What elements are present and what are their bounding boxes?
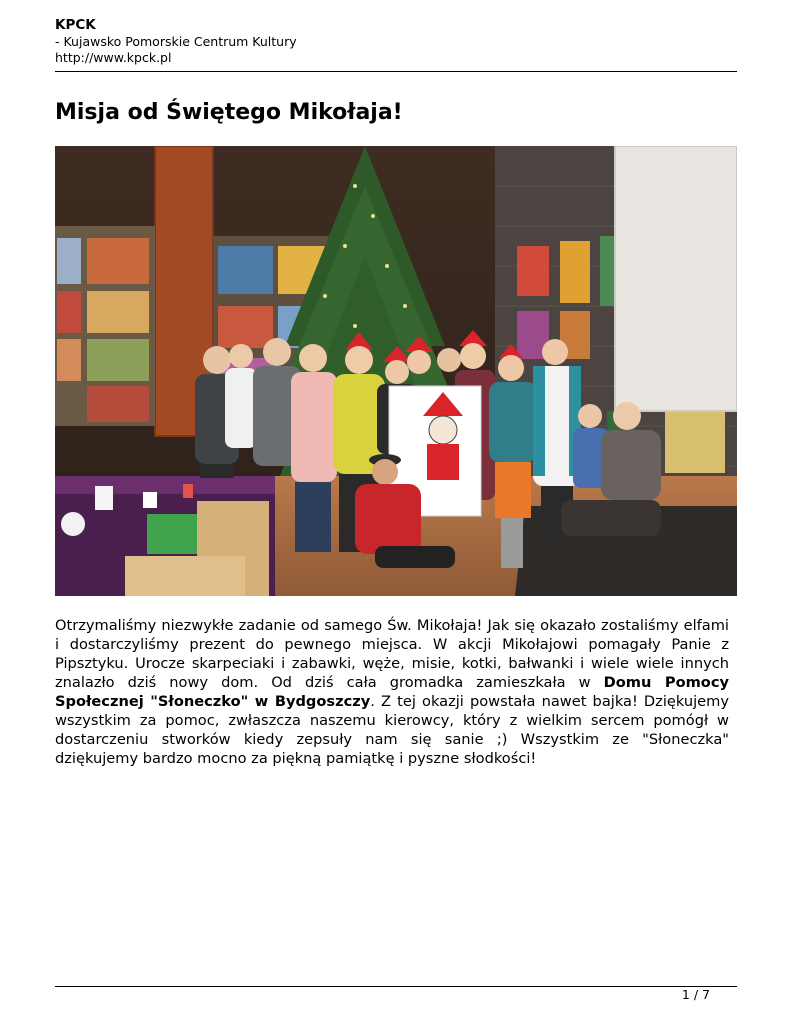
site-url[interactable]: http://www.kpck.pl — [55, 50, 172, 65]
site-name: KPCK — [55, 17, 96, 33]
footer-divider — [55, 986, 737, 987]
article-body-bold: Domu Pomocy Społecznej "Słoneczko" w Bydgoszczy — [55, 674, 729, 710]
article-body-part2: . Z tej okazji powstała nawet bajka! Dziękujemy wszystkim za pomoc, zwłaszcza naszemu kierowcy, który z wielkim sercem pomógł w dostarczeniu stworków kiedy zepsuły nam się sanie ;) Wszystkim ze "Słoneczka" dziękujemy bardzo mocno za piękną pamiątkę i pyszne słodkości! — [55, 693, 729, 767]
document-header — [55, 17, 737, 66]
article-title: Misja od Świętego Mikołaja! — [55, 100, 403, 125]
article-photo — [55, 146, 737, 596]
header-divider — [55, 71, 737, 72]
page-indicator: 1 / 7 — [681, 987, 710, 1002]
article-body — [55, 616, 729, 768]
article-body-part1: Otrzymaliśmy niezwykłe zadanie od samego Św. Mikołaja! Jak się okazało zostaliśmy elfami i dostarczyliśmy prezent do pewnego miejsca. W akcji Mikołajowi pomagały Panie z Pipsztyku. Urocze skarpeciaki i zabawki, węże, misie, kotki, bałwanki i wiele wiele innych znalazło dziś nowy dom. Od dziś cała gromadka zamieszkała w — [55, 617, 729, 691]
site-subtitle: - Kujawsko Pomorskie Centrum Kultury — [55, 34, 297, 49]
